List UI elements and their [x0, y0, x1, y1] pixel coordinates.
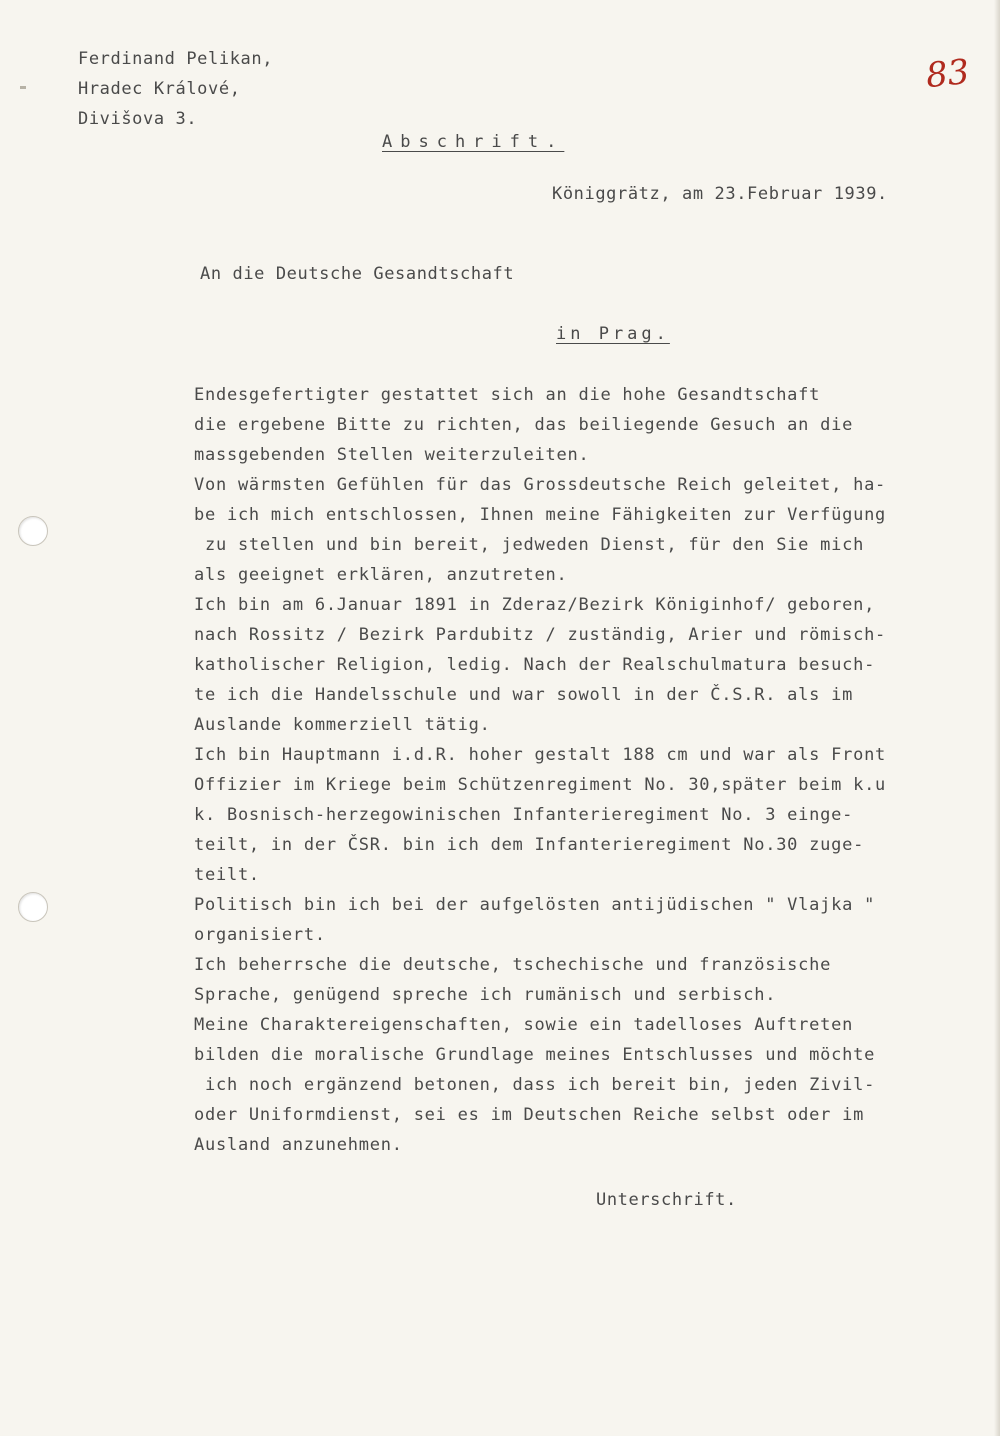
body-line: Ausland anzunehmen.: [194, 1135, 403, 1155]
signature-note: Unterschrift.: [596, 1190, 737, 1210]
body-line: als geeignet erklären, anzutreten.: [194, 565, 568, 585]
body-line: zu stellen und bin bereit, jedweden Dienst, für den Sie mich: [194, 535, 865, 555]
body-line: Endesgefertigter gestattet sich an die hohe Gesandtschaft: [194, 385, 821, 405]
body-line: k. Bosnisch-herzegowinischen Infanterieregiment No. 3 einge-: [194, 805, 854, 825]
sender-city: Hradec Králové,: [78, 79, 241, 99]
body-line: Ich bin Hauptmann i.d.R. hoher gestalt 188 cm und war als Front: [194, 745, 887, 765]
body-line: Sprache, genügend spreche ich rumänisch und serbisch.: [194, 985, 777, 1005]
body-line: katholischer Religion, ledig. Nach der Realschulmatura besuch-: [194, 655, 876, 675]
body-line: teilt.: [194, 865, 260, 885]
body-line: organisiert.: [194, 925, 326, 945]
dateline: Königgrätz, am 23.Februar 1939.: [552, 184, 888, 204]
body-line: Offizier im Kriege beim Schützenregiment No. 30,später beim k.u: [194, 775, 887, 795]
body-line: nach Rossitz / Bezirk Pardubitz / zuständig, Arier und römisch-: [194, 625, 887, 645]
recipient: An die Deutsche Gesandtschaft: [200, 264, 515, 284]
sender-name: Ferdinand Pelikan,: [78, 49, 274, 69]
body-line: die ergebene Bitte zu richten, das beiliegende Gesuch an die: [194, 415, 854, 435]
body-line: Ich bin am 6.Januar 1891 in Zderaz/Bezirk Königinhof/ geboren,: [194, 595, 876, 615]
body-line: Politisch bin ich bei der aufgelösten antijüdischen " Vlajka ": [194, 895, 876, 915]
body-line: be ich mich entschlossen, Ihnen meine Fähigkeiten zur Verfügung: [194, 505, 887, 525]
recipient-place: in Prag.: [556, 324, 670, 344]
page-edge-shadow: [994, 0, 1000, 1436]
body-line: Auslande kommerziell tätig.: [194, 715, 491, 735]
punch-hole-top: [18, 516, 48, 546]
body-line: massgebenden Stellen weiterzuleiten.: [194, 445, 590, 465]
body-line: ich noch ergänzend betonen, dass ich bereit bin, jeden Zivil-: [194, 1075, 876, 1095]
margin-mark: [20, 86, 26, 89]
sender-address: [78, 44, 273, 134]
document-heading: Abschrift.: [382, 132, 565, 152]
letter-body: [194, 380, 984, 1160]
body-line: Von wärmsten Gefühlen für das Grossdeutsche Reich geleitet, ha-: [194, 475, 887, 495]
body-line: bilden die moralische Grundlage meines Entschlusses und möchte: [194, 1045, 876, 1065]
sender-street: Divišova 3.: [78, 109, 198, 129]
body-line: teilt, in der ČSR. bin ich dem Infanterieregiment No.30 zuge-: [194, 835, 865, 855]
body-line: te ich die Handelsschule und war sowoll in der Č.S.R. als im: [194, 685, 854, 705]
body-line: Meine Charaktereigenschaften, sowie ein tadelloses Auftreten: [194, 1015, 854, 1035]
body-line: oder Uniformdienst, sei es im Deutschen Reiche selbst oder im: [194, 1105, 865, 1125]
punch-hole-bottom: [18, 892, 48, 922]
handwritten-page-number: 83: [924, 51, 972, 97]
body-line: Ich beherrsche die deutsche, tschechische und französische: [194, 955, 832, 975]
